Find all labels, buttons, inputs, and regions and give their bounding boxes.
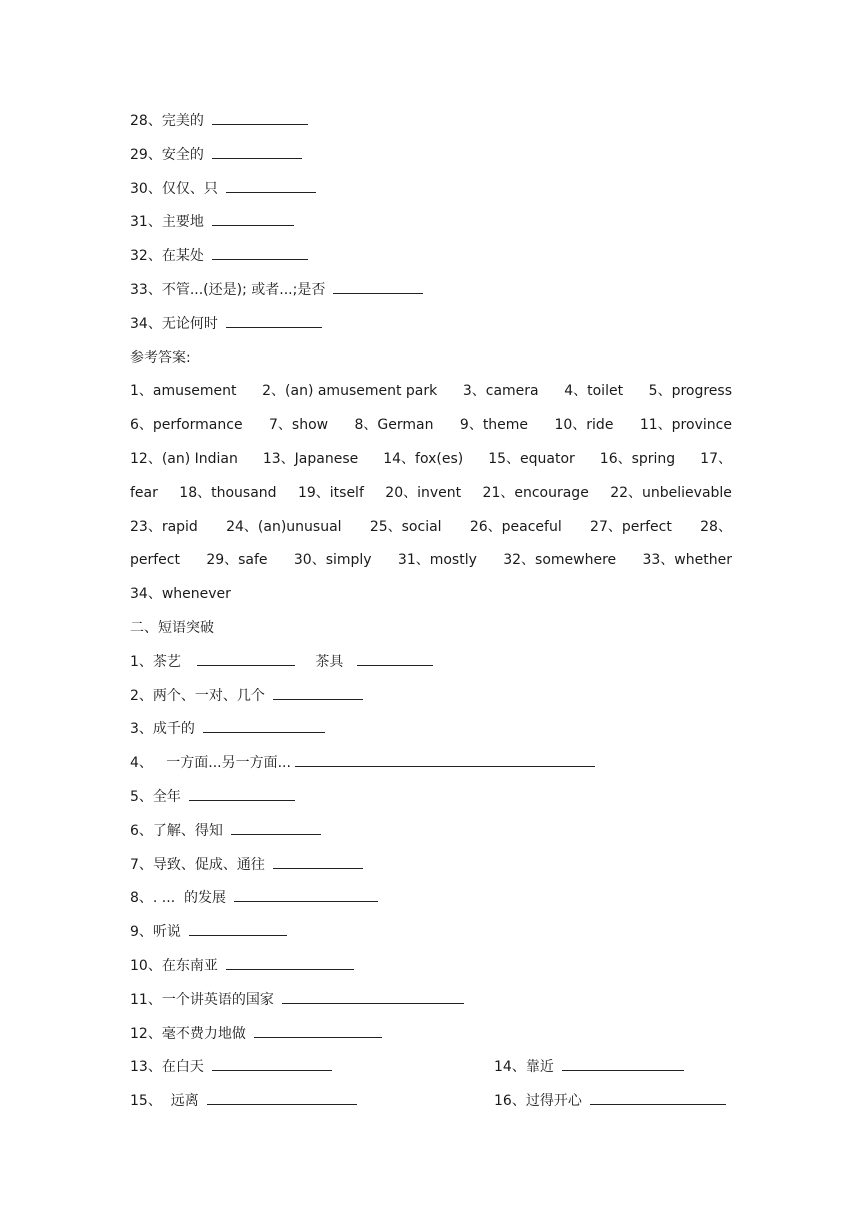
answer-blank[interactable] <box>189 785 295 801</box>
answer-item: 22、unbelievable <box>610 484 732 501</box>
answer-item: 19、itself <box>297 484 364 501</box>
answer-blank[interactable] <box>231 819 321 835</box>
answer-item: 8、German <box>354 417 434 434</box>
answer-item: 6、performance <box>130 417 243 434</box>
answer-item: 2、(an) amusement park <box>262 383 438 400</box>
answer-item: 21、encourage <box>482 484 589 501</box>
answer-blank[interactable] <box>282 988 464 1004</box>
answer-blank[interactable] <box>254 1022 382 1038</box>
answer-blank[interactable] <box>273 684 363 700</box>
answer-item: fear <box>130 484 158 501</box>
answer-item: 14、fox(es) <box>383 450 464 467</box>
answer-row <box>130 412 732 446</box>
answer-item: 32、somewhere <box>503 552 617 569</box>
answer-item: 17、 <box>700 450 732 467</box>
answer-blank[interactable] <box>295 751 595 767</box>
vocab-item: 34、无论何时 <box>130 311 732 345</box>
answer-blank[interactable] <box>189 920 287 936</box>
answer-blank[interactable] <box>212 109 308 125</box>
answers-heading: 参考答案: <box>130 349 191 366</box>
answer-item: 9、theme <box>459 417 529 434</box>
phrase-item: 1、茶艺 茶具 <box>130 649 732 683</box>
vocab-item: 31、主要地 <box>130 209 732 243</box>
answer-item: 15、equator <box>488 450 575 467</box>
phrase-item: 15、 远离 <box>130 1088 494 1122</box>
vocab-list <box>130 108 732 345</box>
worksheet-page <box>130 108 732 1122</box>
answer-item: 33、whether <box>642 552 732 569</box>
answer-item: 11、province <box>639 417 732 434</box>
answer-blank[interactable] <box>226 312 322 328</box>
answer-blank[interactable] <box>212 244 308 260</box>
answer-row <box>130 446 732 480</box>
answer-item: 16、spring <box>599 450 676 467</box>
phrase-pair-row <box>130 1054 732 1088</box>
answer-row <box>130 480 732 514</box>
answer-item: 28、 <box>700 518 732 535</box>
answer-item: 31、mostly <box>397 552 477 569</box>
answer-blank[interactable] <box>234 886 378 902</box>
answer-item: 27、perfect <box>590 518 672 535</box>
answer-item: 12、(an) Indian <box>130 450 238 467</box>
answer-key <box>130 378 732 615</box>
vocab-item: 28、完美的 <box>130 108 732 142</box>
answer-item: 5、progress <box>648 383 732 400</box>
answer-blank[interactable] <box>197 650 295 666</box>
vocab-item: 30、仅仅、只 <box>130 176 732 210</box>
answer-item: 3、camera <box>462 383 539 400</box>
answer-item: 1、amusement <box>130 383 237 400</box>
answer-row <box>130 581 732 615</box>
phrase-item: 13、在白天 <box>130 1054 494 1088</box>
answer-item: 26、peaceful <box>469 518 562 535</box>
vocab-item: 29、安全的 <box>130 142 732 176</box>
phrase-item: 14、靠近 <box>494 1054 732 1088</box>
answer-blank[interactable] <box>212 143 302 159</box>
answer-item: perfect <box>130 552 180 569</box>
answer-blank[interactable] <box>226 177 316 193</box>
answer-item: 25、social <box>369 518 442 535</box>
phrase-item: 9、听说 <box>130 919 732 953</box>
answer-item: 29、safe <box>206 552 268 569</box>
phrase-item: 2、两个、一对、几个 <box>130 683 732 717</box>
answer-blank[interactable] <box>562 1055 684 1071</box>
phrase-item: 4、 一方面...另一方面... <box>130 750 732 784</box>
phrase-item: 8、. ... 的发展 <box>130 885 732 919</box>
answer-item: 4、toilet <box>564 383 624 400</box>
phrase-item: 11、一个讲英语的国家 <box>130 987 732 1021</box>
answer-row <box>130 547 732 581</box>
vocab-item: 32、在某处 <box>130 243 732 277</box>
section-heading: 二、短语突破 <box>130 619 214 636</box>
answer-item: 30、simply <box>293 552 372 569</box>
phrase-item: 6、了解、得知 <box>130 818 732 852</box>
answer-blank[interactable] <box>212 210 294 226</box>
answer-blank[interactable] <box>207 1089 357 1105</box>
phrase-item: 12、毫不费力地做 <box>130 1021 732 1055</box>
answer-blank[interactable] <box>333 278 423 294</box>
vocab-item: 33、不管...(还是); 或者...;是否 <box>130 277 732 311</box>
answer-item: 7、show <box>269 417 329 434</box>
answer-blank[interactable] <box>212 1055 332 1071</box>
answer-blank[interactable] <box>226 954 354 970</box>
answer-blank[interactable] <box>273 853 363 869</box>
answer-item: 10、ride <box>554 417 614 434</box>
phrase-pair-row <box>130 1088 732 1122</box>
answer-item: 34、whenever <box>130 586 231 603</box>
phrase-item: 16、过得开心 <box>494 1088 732 1122</box>
answer-item: 20、invent <box>385 484 462 501</box>
phrase-list <box>130 649 732 1122</box>
answer-blank[interactable] <box>203 717 325 733</box>
answer-item: 23、rapid <box>130 518 198 535</box>
answer-item: 24、(an)unusual <box>226 518 342 535</box>
answer-row <box>130 514 732 548</box>
answer-item: 13、Japanese <box>262 450 359 467</box>
answer-blank[interactable] <box>357 650 433 666</box>
answer-item: 18、thousand <box>179 484 277 501</box>
phrase-item: 5、全年 <box>130 784 732 818</box>
phrase-item: 3、成千的 <box>130 716 732 750</box>
answer-row <box>130 378 732 412</box>
phrase-item: 7、导致、促成、通往 <box>130 852 732 886</box>
answer-blank[interactable] <box>590 1089 726 1105</box>
phrase-item: 10、在东南亚 <box>130 953 732 987</box>
